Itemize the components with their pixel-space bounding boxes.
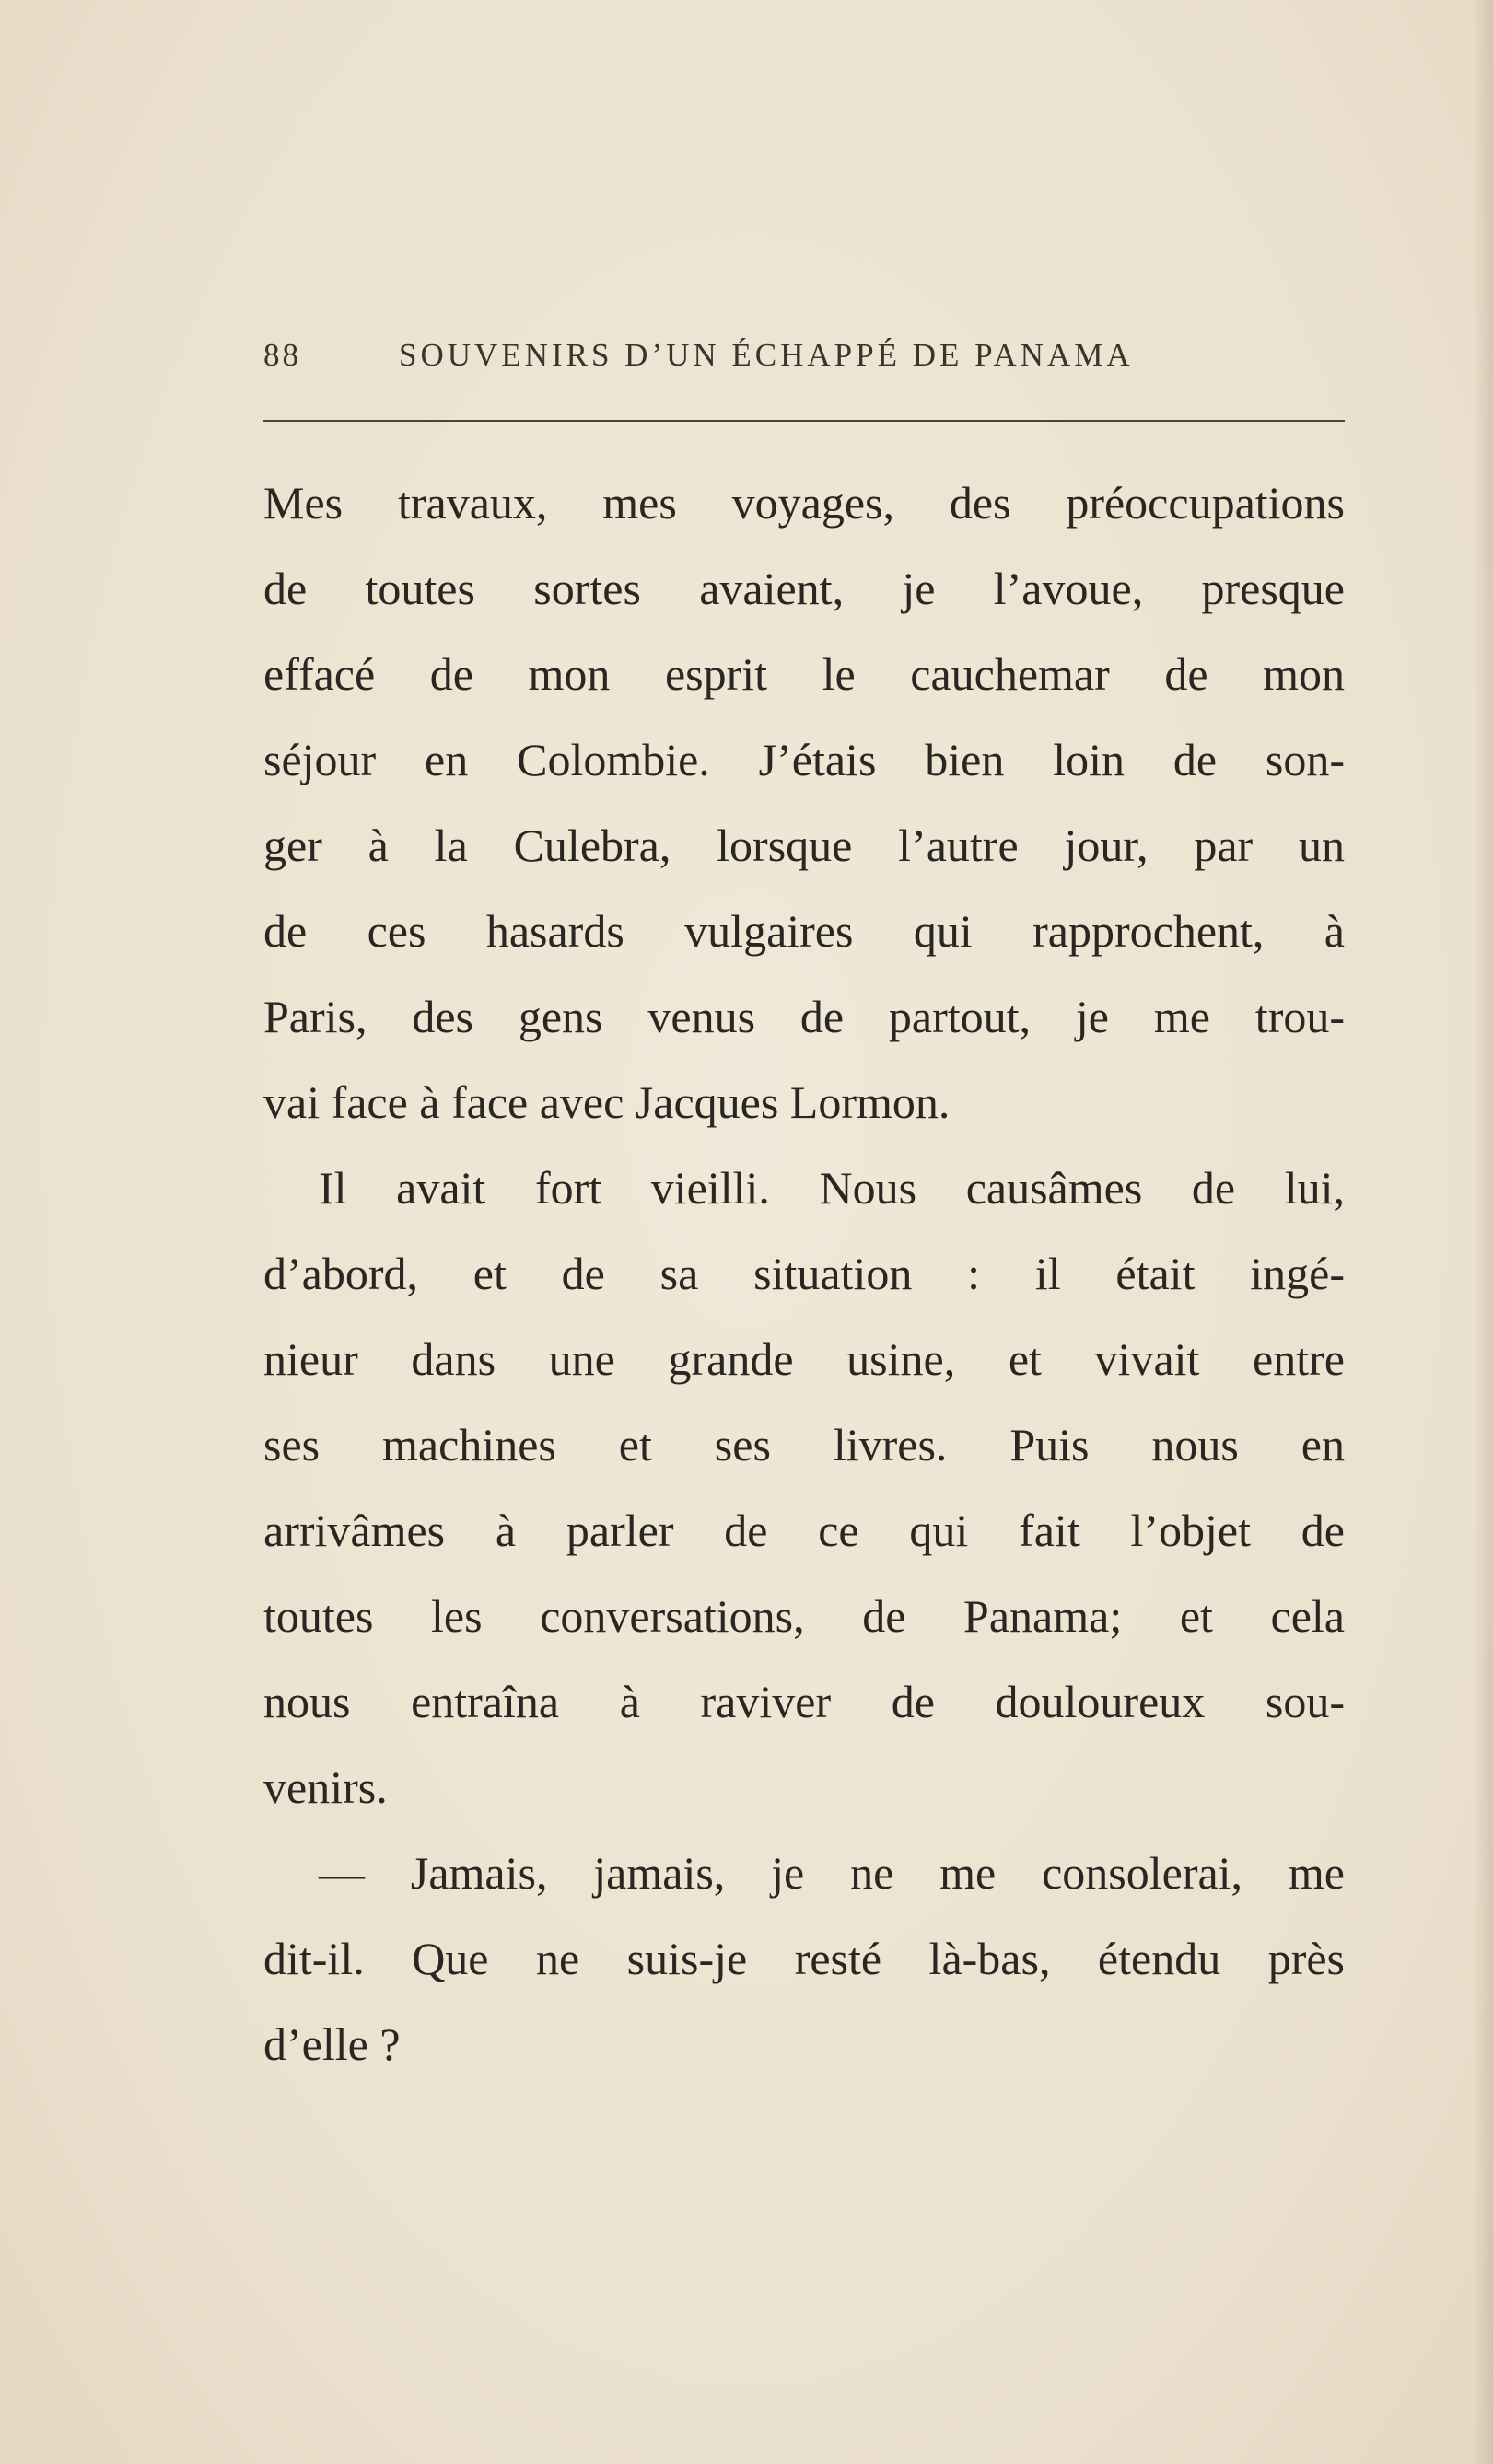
paragraph bbox=[263, 460, 1345, 1145]
running-head bbox=[263, 337, 1345, 383]
text-line: de ces hasards vulgaires qui rapprochent, à bbox=[263, 905, 1345, 957]
text-line: d’abord, et de sa situation : il était ingé- bbox=[263, 1248, 1345, 1299]
text-line: — Jamais, jamais, je ne me consolerai, me bbox=[319, 1847, 1345, 1899]
text-line: nieur dans une grande usine, et vivait entre bbox=[263, 1333, 1345, 1385]
paragraph bbox=[263, 1831, 1345, 2087]
paragraph bbox=[263, 1145, 1345, 1831]
page-number: 88 bbox=[263, 337, 301, 373]
text-line: de toutes sortes avaient, je l’avoue, presque bbox=[263, 563, 1345, 614]
text-line: d’elle ? bbox=[263, 2018, 401, 2070]
text-line: ses machines et ses livres. Puis nous en bbox=[263, 1419, 1345, 1470]
header-rule bbox=[263, 420, 1345, 422]
text-line: séjour en Colombie. J’étais bien loin de son- bbox=[263, 734, 1345, 785]
running-title: SOUVENIRS D’UN ÉCHAPPÉ DE PANAMA bbox=[399, 337, 1134, 373]
page-edge-shadow bbox=[1473, 0, 1493, 2464]
body-text bbox=[263, 460, 1345, 2087]
text-line: Mes travaux, mes voyages, des préoccupations bbox=[263, 477, 1345, 529]
text-line: nous entraîna à raviver de douloureux sou- bbox=[263, 1676, 1345, 1727]
text-line: effacé de mon esprit le cauchemar de mon bbox=[263, 648, 1345, 700]
text-line: vai face à face avec Jacques Lormon. bbox=[263, 1076, 951, 1128]
text-line: ger à la Culebra, lorsque l’autre jour, par un bbox=[263, 819, 1345, 871]
text-line: dit-il. Que ne suis-je resté là-bas, étendu près bbox=[263, 1933, 1345, 1984]
text-line: venirs. bbox=[263, 1761, 388, 1813]
text-line: arrivâmes à parler de ce qui fait l’objet de bbox=[263, 1505, 1345, 1556]
text-line: Il avait fort vieilli. Nous causâmes de lui, bbox=[319, 1162, 1345, 1214]
text-line: Paris, des gens venus de partout, je me trou- bbox=[263, 991, 1345, 1042]
text-line: toutes les conversations, de Panama; et cela bbox=[263, 1590, 1345, 1642]
